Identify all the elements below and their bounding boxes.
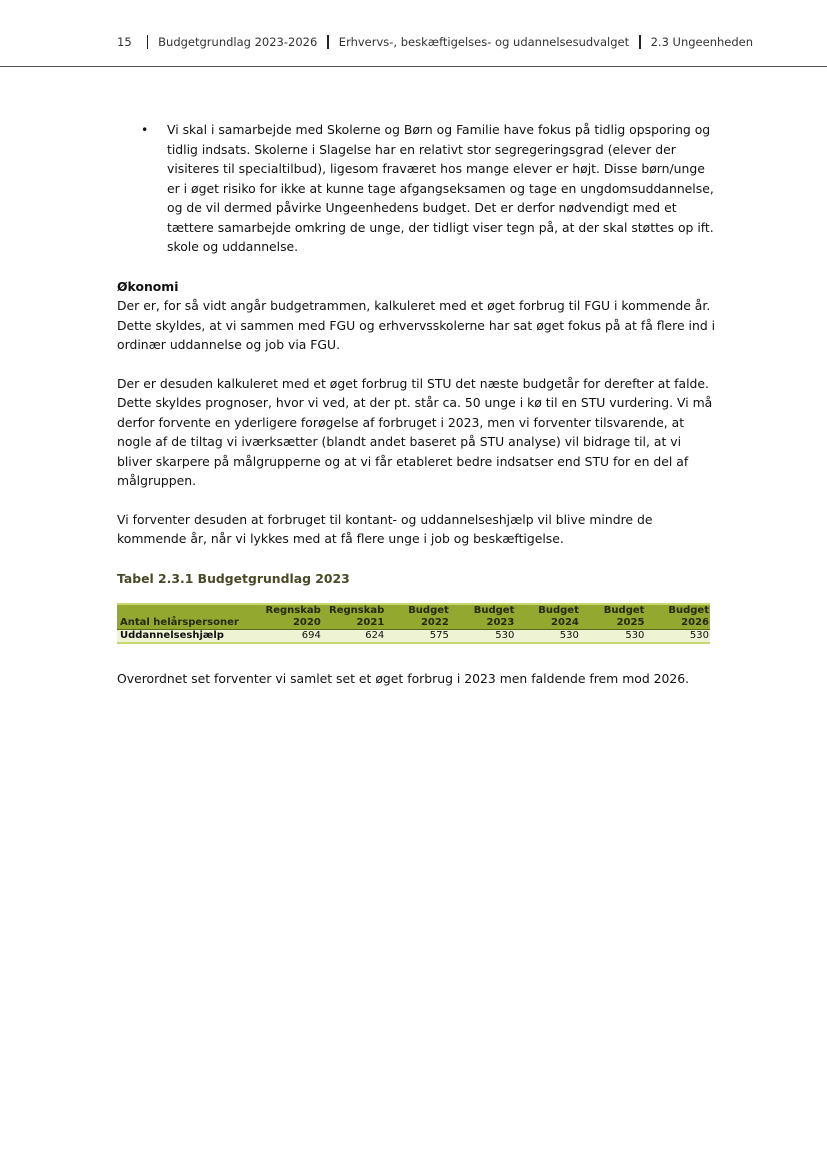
table-header-row	[117, 605, 710, 617]
header-cell: Budget	[515, 605, 580, 617]
table-cell: 530	[580, 630, 646, 643]
table-cell: 530	[450, 630, 516, 643]
header-cell: Regnskab	[322, 605, 385, 617]
header-cell: 2022	[385, 617, 450, 630]
committee-name: Erhvervs-, beskæftigelses- og udannelsesudvalget	[338, 35, 630, 49]
header-cell	[117, 605, 255, 617]
table-cell: 530	[515, 630, 580, 643]
paragraph: Vi forventer desuden at forbruget til kontant- og uddannelseshjælp vil blive mindre de kommende år, når vi lykkes med at få flere unge i job og beskæftigelse.	[117, 511, 653, 546]
header-cell: Budget	[385, 605, 450, 617]
row-label: Uddannelseshjælp	[117, 630, 255, 643]
bullet-icon: •	[141, 122, 149, 137]
header-cell: 2023	[450, 617, 516, 630]
page-number: 15	[117, 35, 132, 49]
header-separator	[147, 35, 149, 49]
table-cell: 694	[255, 630, 322, 643]
header-separator	[327, 35, 329, 49]
header-cell: 2024	[515, 617, 580, 630]
table-cell: 575	[385, 630, 450, 643]
budget-table-frame	[117, 603, 710, 644]
page-content	[117, 120, 717, 689]
table-cell: 530	[645, 630, 710, 643]
page-header	[0, 0, 827, 67]
header-cell: Budget	[645, 605, 710, 617]
bullet-list	[117, 120, 717, 257]
header-cell: Budget	[450, 605, 516, 617]
section-name: 2.3 Ungeenheden	[650, 35, 754, 49]
table-title: Tabel 2.3.1 Budgetgrundlag 2023	[117, 570, 350, 586]
header-cell: 2020	[255, 617, 322, 630]
header-cell: 2021	[322, 617, 385, 630]
section-heading: Økonomi	[117, 278, 179, 294]
header-cell: Regnskab	[255, 605, 322, 617]
header-cell: 2026	[645, 617, 710, 630]
table-header-row	[117, 617, 710, 630]
header-cell: Budget	[580, 605, 646, 617]
paragraph: Der er, for så vidt angår budgetrammen, kalkuleret med et øget forbrug til FGU i kommende år. Dette skyldes, at vi sammen med FGU og erhvervsskolerne har sat øget fokus på at få flere ind i ordinær uddannelse og job via FGU.	[117, 298, 716, 352]
document-title: Budgetgrundlag 2023-2026	[158, 35, 318, 49]
paragraph: Overordnet set forventer vi samlet set et øget forbrug i 2023 men faldende frem mod 2026.	[117, 671, 690, 686]
paragraph: Der er desuden kalkuleret med et øget forbrug til STU det næste budgetår for derefter at falde. Dette skyldes prognoser, hvor vi ved, at der pt. står ca. 50 unge i kø til en STU vurdering. Vi må derfor forvente en yderligere forøgelse af forbruget i 2023, men vi forventer tilsvarende, at nogle af de tiltag vi iværksætter (blandt andet baseret på STU analyse) vil bidrage til, at vi bliver skarpere på målgrupperne og at vi får etableret bedre indsatser end STU for en del af målgruppen.	[117, 375, 713, 488]
bullet-text: Vi skal i samarbejde med Skolerne og Børn og Familie have fokus på tidlig opsporing og tidlig indsats. Skolerne i Slagelse har en relativt stor segregeringsgrad (elever der visiteres til specialtilbud), ligesom fraværet hos mange elever er højt. Disse børn/unge er i øget risiko for ikke at kunne tage afgangseksamen og tage en ungdomsuddannelse, og de vil dermed påvirke Ungeenhedens budget. Det er derfor nødvendigt med et tættere samarbejde omkring de unge, der tidligt viser tegn på, at der skal støttes op ift. skole og uddannelse.	[167, 122, 714, 254]
budget-table	[117, 605, 710, 642]
header-cell: Antal helårspersoner	[117, 617, 255, 630]
header-separator	[639, 35, 641, 49]
table-row	[117, 630, 710, 643]
header-cell: 2025	[580, 617, 646, 630]
table-cell: 624	[322, 630, 385, 643]
list-item	[117, 120, 717, 257]
